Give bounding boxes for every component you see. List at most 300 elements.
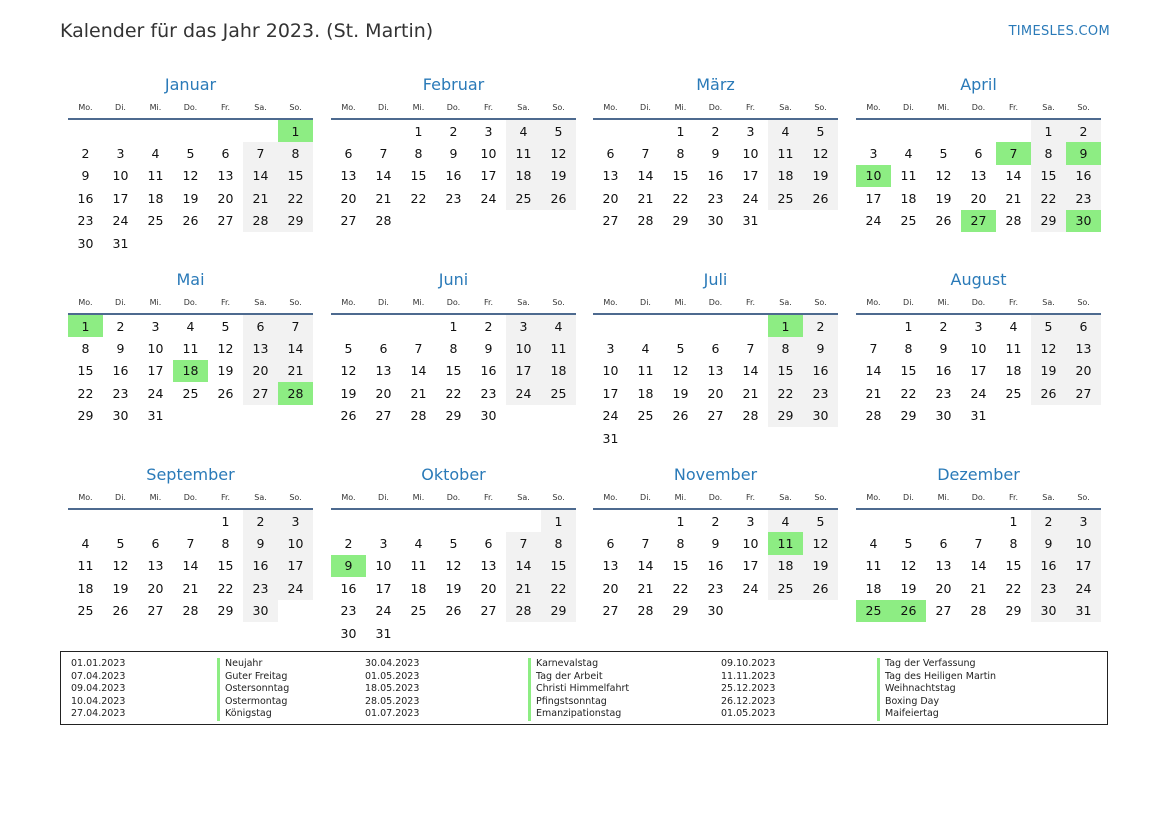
holiday-day-cell: 9	[1066, 142, 1101, 164]
day-cell: 12	[182, 168, 199, 184]
day-cell: 4	[506, 120, 541, 142]
day-cell: 16	[340, 580, 357, 596]
weekday-label: So.	[814, 102, 827, 112]
day-cell: 18	[1005, 363, 1022, 379]
day-grid	[68, 510, 313, 622]
day-cell: 11	[506, 142, 541, 164]
day-cell: 18	[506, 165, 541, 187]
weekday-label: Di.	[378, 297, 389, 307]
day-cell: 27	[375, 408, 392, 424]
empty-cell	[68, 120, 103, 142]
day-grid	[593, 315, 838, 449]
day-cell: 3	[506, 315, 541, 337]
day-cell: 28	[410, 408, 427, 424]
day-cell: 26	[803, 577, 838, 599]
holiday-date-column	[71, 658, 217, 724]
holiday-name-column	[877, 658, 1107, 724]
day-cell: 8	[1009, 536, 1018, 552]
weekday-label: Sa.	[1042, 102, 1055, 112]
weekday-label: Mo.	[603, 492, 618, 502]
day-cell: 23	[707, 190, 724, 206]
day-cell: 3	[484, 123, 493, 139]
day-cell: 14	[375, 168, 392, 184]
day-cell: 16	[1066, 165, 1101, 187]
day-cell: 17	[375, 580, 392, 596]
page-title: Kalender für das Jahr 2023. (St. Martin)	[60, 20, 434, 42]
holiday-name: Tag der Verfassung	[877, 658, 1107, 671]
day-cell: 17	[112, 190, 129, 206]
day-cell: 23	[340, 603, 357, 619]
day-cell: 16	[77, 190, 94, 206]
day-cell: 11	[637, 363, 654, 379]
day-cell: 29	[768, 405, 803, 427]
day-cell: 6	[939, 536, 948, 552]
day-cell: 1	[414, 123, 423, 139]
day-cell: 21	[278, 360, 313, 382]
day-cell: 7	[379, 146, 388, 162]
day-cell: 23	[1031, 577, 1066, 599]
day-cell: 19	[112, 580, 129, 596]
day-cell: 8	[541, 532, 576, 554]
day-cell: 20	[1066, 360, 1101, 382]
month-name: Oktober	[421, 465, 486, 484]
day-cell: 12	[340, 363, 357, 379]
day-cell: 21	[375, 190, 392, 206]
day-cell: 24	[112, 213, 129, 229]
day-cell: 18	[865, 580, 882, 596]
holiday-date: 09.04.2023	[71, 683, 126, 695]
day-cell: 8	[1031, 142, 1066, 164]
day-cell: 27	[147, 603, 164, 619]
day-cell: 10	[278, 532, 313, 554]
day-cell: 31	[1066, 600, 1101, 622]
day-cell: 4	[186, 318, 195, 334]
day-cell: 20	[707, 385, 724, 401]
day-cell: 17	[865, 190, 882, 206]
day-cell: 7	[243, 142, 278, 164]
weekday-label: Mo.	[341, 102, 356, 112]
day-cell: 22	[541, 577, 576, 599]
day-cell: 13	[970, 168, 987, 184]
day-cell: 23	[243, 577, 278, 599]
empty-cell	[138, 510, 173, 532]
day-cell: 2	[711, 513, 720, 529]
holiday-day-cell: 25	[856, 600, 891, 622]
day-cell: 2	[243, 510, 278, 532]
day-cell: 28	[1005, 213, 1022, 229]
holiday-date: 01.07.2023	[365, 708, 420, 720]
month-name: Mai	[176, 270, 205, 289]
day-cell: 30	[935, 408, 952, 424]
day-cell: 17	[480, 168, 497, 184]
empty-cell	[366, 120, 401, 142]
day-cell: 30	[803, 405, 838, 427]
day-cell: 14	[637, 558, 654, 574]
day-cell: 26	[541, 187, 576, 209]
weekday-label: Mi.	[674, 492, 687, 502]
weekday-label: So.	[814, 492, 827, 502]
weekday-label: Di.	[903, 102, 914, 112]
day-cell: 21	[637, 580, 654, 596]
empty-cell	[593, 315, 628, 337]
day-cell: 25	[900, 213, 917, 229]
month-5	[68, 269, 313, 427]
day-cell: 20	[217, 190, 234, 206]
month-name: Februar	[422, 75, 485, 94]
day-cell: 20	[147, 580, 164, 596]
day-cell: 6	[243, 315, 278, 337]
day-cell: 24	[278, 577, 313, 599]
day-cell: 8	[676, 536, 685, 552]
weekday-label: Sa.	[254, 102, 267, 112]
day-cell: 3	[278, 510, 313, 532]
day-cell: 26	[935, 213, 952, 229]
empty-cell	[856, 120, 891, 142]
day-cell: 27	[935, 603, 952, 619]
weekday-label: Fr.	[220, 492, 231, 502]
month-name: Juni	[438, 270, 469, 289]
day-cell: 16	[707, 558, 724, 574]
day-cell: 20	[602, 190, 619, 206]
day-cell: 14	[1005, 168, 1022, 184]
day-cell: 31	[970, 408, 987, 424]
day-cell: 1	[676, 513, 685, 529]
day-grid	[68, 120, 313, 254]
weekday-header	[331, 486, 576, 510]
empty-cell	[593, 510, 628, 532]
holiday-date: 01.01.2023	[71, 658, 126, 669]
day-cell: 27	[217, 213, 234, 229]
day-cell: 7	[974, 536, 983, 552]
empty-cell	[471, 510, 506, 532]
day-cell: 9	[1031, 532, 1066, 554]
day-cell: 7	[506, 532, 541, 554]
day-cell: 11	[410, 558, 427, 574]
weekday-label: Sa.	[779, 297, 792, 307]
day-cell: 20	[935, 580, 952, 596]
day-cell: 17	[970, 363, 987, 379]
day-cell: 8	[81, 341, 90, 357]
day-cell: 8	[414, 146, 423, 162]
day-cell: 20	[340, 190, 357, 206]
day-cell: 4	[151, 146, 160, 162]
month-12	[856, 464, 1101, 622]
weekday-label: Mo.	[78, 102, 93, 112]
empty-cell	[331, 510, 366, 532]
day-cell: 2	[939, 318, 948, 334]
day-cell: 18	[541, 360, 576, 382]
holiday-day-cell: 10	[856, 165, 891, 187]
day-cell: 28	[182, 603, 199, 619]
day-cell: 4	[869, 536, 878, 552]
holiday-day-cell: 7	[996, 142, 1031, 164]
month-7	[593, 269, 838, 449]
day-cell: 18	[768, 555, 803, 577]
day-cell: 5	[449, 536, 458, 552]
holiday-name: Tag der Arbeit	[528, 671, 721, 684]
month-2	[331, 74, 576, 232]
holiday-name: Emanzipationstag	[528, 708, 721, 721]
weekday-label: Mo.	[341, 492, 356, 502]
weekday-header	[593, 291, 838, 315]
empty-cell	[138, 120, 173, 142]
day-cell: 6	[379, 341, 388, 357]
day-cell: 9	[803, 337, 838, 359]
day-cell: 30	[707, 603, 724, 619]
day-cell: 20	[970, 190, 987, 206]
weekday-label: Di.	[115, 102, 126, 112]
weekday-label: Sa.	[1042, 492, 1055, 502]
day-cell: 20	[243, 360, 278, 382]
weekday-label: Mi.	[937, 102, 950, 112]
weekday-label: Mi.	[412, 297, 425, 307]
day-cell: 22	[672, 190, 689, 206]
weekday-label: Fr.	[745, 297, 756, 307]
month-10	[331, 464, 576, 644]
month-name: März	[696, 75, 735, 94]
month-name: April	[960, 75, 997, 94]
empty-cell	[593, 120, 628, 142]
day-cell: 24	[970, 385, 987, 401]
day-cell: 14	[182, 558, 199, 574]
day-cell: 9	[711, 536, 720, 552]
day-cell: 24	[147, 385, 164, 401]
day-cell: 6	[344, 146, 353, 162]
day-cell: 31	[112, 235, 129, 251]
empty-cell	[891, 120, 926, 142]
day-grid	[331, 120, 576, 232]
empty-cell	[103, 510, 138, 532]
day-cell: 26	[672, 408, 689, 424]
weekday-label: So.	[814, 297, 827, 307]
holiday-day-cell: 1	[68, 315, 103, 337]
day-cell: 23	[445, 190, 462, 206]
day-cell: 13	[602, 168, 619, 184]
day-cell: 3	[746, 123, 755, 139]
weekday-label: Do.	[446, 492, 461, 502]
day-cell: 2	[1066, 120, 1101, 142]
day-cell: 8	[449, 341, 458, 357]
day-cell: 16	[445, 168, 462, 184]
weekday-label: Di.	[640, 297, 651, 307]
weekday-label: Fr.	[220, 297, 231, 307]
day-cell: 21	[410, 385, 427, 401]
day-cell: 22	[1005, 580, 1022, 596]
day-cell: 24	[506, 382, 541, 404]
day-cell: 15	[672, 558, 689, 574]
day-cell: 6	[974, 146, 983, 162]
weekday-label: Do.	[446, 297, 461, 307]
day-cell: 11	[1005, 341, 1022, 357]
day-cell: 5	[676, 341, 685, 357]
day-cell: 10	[375, 558, 392, 574]
day-cell: 3	[869, 146, 878, 162]
day-cell: 23	[1066, 187, 1101, 209]
empty-cell	[243, 120, 278, 142]
day-cell: 25	[541, 382, 576, 404]
day-cell: 15	[541, 555, 576, 577]
day-cell: 10	[480, 146, 497, 162]
day-cell: 29	[278, 210, 313, 232]
day-cell: 21	[742, 385, 759, 401]
holiday-name: Ostermontag	[217, 696, 365, 709]
empty-cell	[891, 510, 926, 532]
day-cell: 23	[803, 382, 838, 404]
month-11	[593, 464, 838, 622]
day-cell: 27	[602, 603, 619, 619]
day-cell: 2	[803, 315, 838, 337]
holiday-name: Königstag	[217, 708, 365, 721]
day-cell: 12	[112, 558, 129, 574]
day-cell: 11	[865, 558, 882, 574]
day-cell: 2	[81, 146, 90, 162]
weekday-label: Di.	[640, 102, 651, 112]
day-cell: 13	[480, 558, 497, 574]
holiday-name-column	[528, 658, 721, 724]
empty-cell	[208, 120, 243, 142]
day-cell: 15	[217, 558, 234, 574]
day-cell: 14	[278, 337, 313, 359]
holiday-name: Neujahr	[217, 658, 365, 671]
empty-cell	[996, 120, 1031, 142]
month-name: August	[950, 270, 1007, 289]
empty-cell	[436, 510, 471, 532]
weekday-label: Mi.	[937, 492, 950, 502]
weekday-label: So.	[1077, 492, 1090, 502]
month-4	[856, 74, 1101, 232]
day-cell: 25	[182, 385, 199, 401]
day-cell: 31	[147, 408, 164, 424]
day-cell: 2	[711, 123, 720, 139]
day-cell: 17	[506, 360, 541, 382]
weekday-header	[331, 291, 576, 315]
day-cell: 23	[935, 385, 952, 401]
weekday-label: Di.	[115, 297, 126, 307]
day-cell: 20	[602, 580, 619, 596]
day-cell: 7	[641, 146, 650, 162]
day-cell: 3	[746, 513, 755, 529]
day-cell: 4	[1009, 318, 1018, 334]
day-cell: 1	[904, 318, 913, 334]
holiday-name: Maifeiertag	[877, 708, 1107, 721]
holiday-day-cell: 9	[331, 555, 366, 577]
weekday-label: So.	[289, 297, 302, 307]
day-grid	[593, 510, 838, 622]
day-cell: 14	[243, 165, 278, 187]
weekday-label: So.	[552, 297, 565, 307]
day-cell: 16	[803, 360, 838, 382]
day-cell: 6	[606, 536, 615, 552]
day-cell: 11	[541, 337, 576, 359]
empty-cell	[856, 315, 891, 337]
day-cell: 19	[541, 165, 576, 187]
day-cell: 19	[445, 580, 462, 596]
day-cell: 29	[672, 603, 689, 619]
day-cell: 1	[449, 318, 458, 334]
weekday-label: Mi.	[674, 297, 687, 307]
month-name: November	[673, 465, 758, 484]
day-cell: 12	[900, 558, 917, 574]
month-name: Dezember	[937, 465, 1020, 484]
day-cell: 16	[243, 555, 278, 577]
weekday-label: Fr.	[483, 297, 494, 307]
day-cell: 5	[803, 120, 838, 142]
empty-cell	[331, 120, 366, 142]
day-cell: 15	[278, 165, 313, 187]
day-cell: 4	[81, 536, 90, 552]
day-cell: 12	[1031, 337, 1066, 359]
day-cell: 28	[637, 213, 654, 229]
holiday-date: 26.12.2023	[721, 695, 776, 707]
weekday-header	[593, 486, 838, 510]
day-cell: 21	[637, 190, 654, 206]
day-cell: 17	[147, 363, 164, 379]
day-cell: 29	[445, 408, 462, 424]
day-cell: 14	[970, 558, 987, 574]
weekday-label: Do.	[971, 492, 986, 502]
day-cell: 6	[151, 536, 160, 552]
day-cell: 22	[77, 385, 94, 401]
day-cell: 31	[742, 213, 759, 229]
weekday-label: Mo.	[341, 297, 356, 307]
day-cell: 21	[1005, 190, 1022, 206]
day-cell: 20	[480, 580, 497, 596]
day-cell: 24	[742, 190, 759, 206]
day-cell: 5	[1031, 315, 1066, 337]
day-cell: 11	[77, 558, 94, 574]
day-cell: 30	[112, 408, 129, 424]
day-cell: 22	[900, 385, 917, 401]
holiday-name: Boxing Day	[877, 696, 1107, 709]
day-cell: 1	[221, 513, 230, 529]
day-cell: 27	[340, 213, 357, 229]
weekday-label: Sa.	[779, 102, 792, 112]
weekday-label: Do.	[708, 102, 723, 112]
holiday-day-cell: 11	[768, 532, 803, 554]
day-cell: 24	[1066, 577, 1101, 599]
day-cell: 6	[221, 146, 230, 162]
day-cell: 5	[541, 120, 576, 142]
weekday-label: Mi.	[412, 102, 425, 112]
day-cell: 12	[935, 168, 952, 184]
day-cell: 12	[672, 363, 689, 379]
site-link[interactable]: TIMESLES.COM	[1008, 24, 1110, 39]
holiday-date: 28.05.2023	[365, 695, 420, 707]
day-cell: 8	[904, 341, 913, 357]
weekday-label: Fr.	[745, 102, 756, 112]
weekday-label: Fr.	[483, 492, 494, 502]
day-cell: 18	[637, 385, 654, 401]
weekday-label: So.	[289, 102, 302, 112]
day-cell: 14	[637, 168, 654, 184]
weekday-label: Do.	[183, 297, 198, 307]
weekday-label: Do.	[971, 102, 986, 112]
day-cell: 30	[340, 625, 357, 641]
day-cell: 19	[900, 580, 917, 596]
day-cell: 24	[865, 213, 882, 229]
day-grid	[68, 315, 313, 427]
holiday-name: Pfingstsonntag	[528, 696, 721, 709]
day-grid	[331, 315, 576, 427]
empty-cell	[401, 315, 436, 337]
day-cell: 10	[970, 341, 987, 357]
holiday-date: 01.05.2023	[365, 670, 420, 682]
day-grid	[593, 120, 838, 232]
day-cell: 3	[116, 146, 125, 162]
empty-cell	[856, 510, 891, 532]
day-cell: 12	[217, 341, 234, 357]
day-cell: 4	[414, 536, 423, 552]
